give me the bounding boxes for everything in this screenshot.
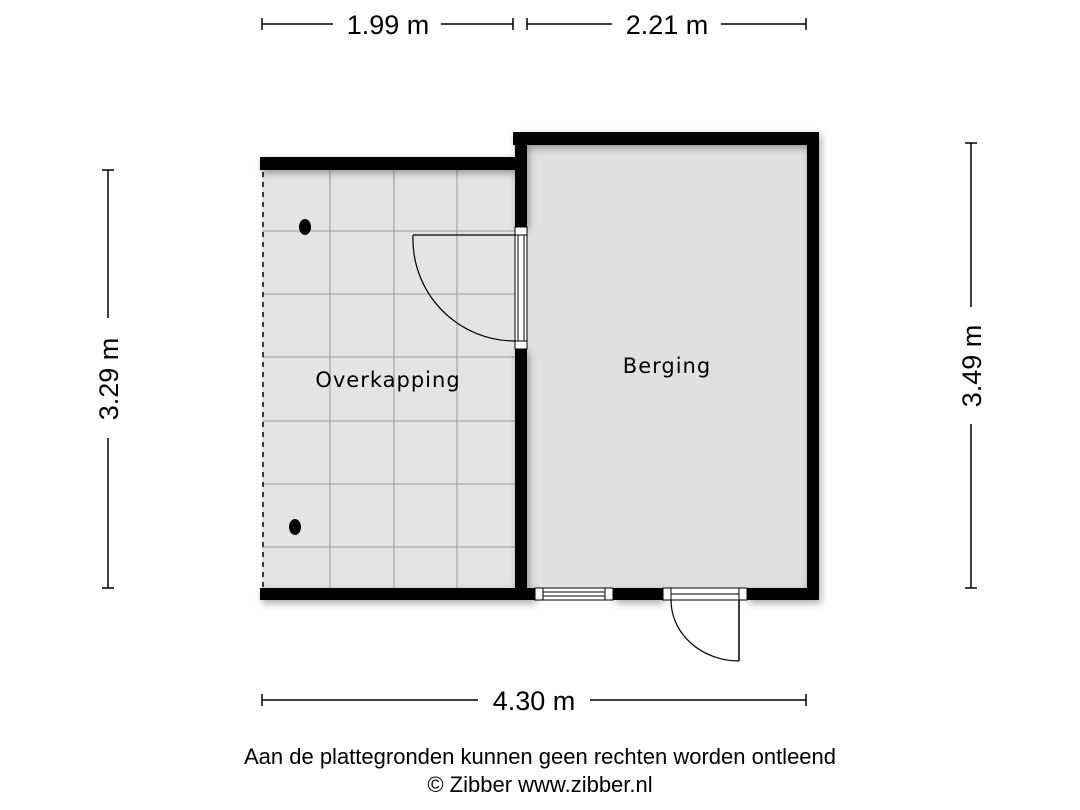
footer-disclaimer: Aan de plattegronden kunnen geen rechten worden ontleend — [243, 744, 837, 769]
door-exterior — [663, 588, 747, 661]
dimension-label-left: 3.29 m — [94, 337, 124, 421]
room-label-overkapping: Overkapping — [315, 368, 461, 392]
dimension-label-top-left: 1.99 m — [346, 10, 430, 40]
footer-copyright: © Zibber www.zibber.nl — [427, 772, 653, 797]
room-label-berging: Berging — [622, 354, 712, 378]
dimension-label-right: 3.49 m — [957, 324, 987, 408]
post-bottom — [289, 519, 301, 535]
dimension-label-top-right: 2.21 m — [625, 10, 709, 40]
window-bottom — [535, 588, 613, 600]
dimension-label-bottom: 4.30 m — [492, 686, 576, 716]
post-top — [299, 219, 311, 235]
